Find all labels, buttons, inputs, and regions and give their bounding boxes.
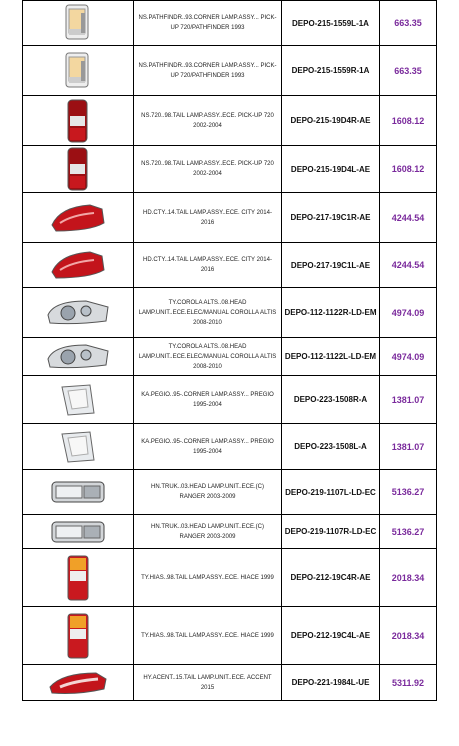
tail-lamp-icon [23,98,133,144]
table-row [23,46,437,96]
product-description: HY.ACENT..15.TAIL LAMP.UNIT..ECE. ACCENT 2015 [134,665,282,701]
table-row [23,470,437,515]
price: 1608.12 [380,96,437,146]
product-image-cell [23,515,134,549]
product-description: HD.CTY..14.TAIL LAMP.ASSY..ECE. CITY 2014-2016 [134,243,282,288]
part-number: DEPO-223-1508L-A [282,424,380,470]
product-image-cell [23,243,134,288]
product-description: HN.TRUK..03.HEAD LAMP.UNIT..ECE.(C) RANGER 2003-2009 [134,470,282,515]
product-image-cell [23,607,134,665]
product-image-cell [23,1,134,46]
tail-lamp-icon [23,203,133,233]
table-row [23,515,437,549]
part-number: DEPO-112-1122R-LD-EM [282,288,380,338]
price: 5136.27 [380,470,437,515]
product-description: TY.COROLA ALTS..08.HEAD LAMP.UNIT..ECE.ELEC/MANUAL COROLLA ALTIS 2008-2010 [134,338,282,376]
part-number: DEPO-112-1122L-LD-EM [282,338,380,376]
table-row [23,1,437,46]
table-row [23,607,437,665]
parts-price-table [22,0,437,701]
part-number: DEPO-215-19D4R-AE [282,96,380,146]
product-image-cell [23,146,134,193]
tail-lamp-icon [23,554,133,602]
head-lamp-icon [23,343,133,371]
product-description: TY.COROLA ALTS..08.HEAD LAMP.UNIT..ECE.ELEC/MANUAL COROLLA ALTIS 2008-2010 [134,288,282,338]
product-description: HN.TRUK..03.HEAD LAMP.UNIT..ECE.(C) RANGER 2003-2009 [134,515,282,549]
head-lamp-icon [23,479,133,505]
tail-lamp-icon [23,146,133,192]
product-description: KA.PEGIO..95-.CORNER LAMP.ASSY... PREGIO 1995-2004 [134,424,282,470]
product-description: NS.720..98.TAIL LAMP.ASSY..ECE. PICK-UP 720 2002-2004 [134,96,282,146]
part-number: DEPO-219-1107R-LD-EC [282,515,380,549]
table-row [23,549,437,607]
part-number: DEPO-217-19C1R-AE [282,193,380,243]
product-description: HD.CTY..14.TAIL LAMP.ASSY..ECE. CITY 2014-2016 [134,193,282,243]
product-image-cell [23,96,134,146]
table-row [23,243,437,288]
corner-lamp-icon [23,430,133,464]
product-description: TY.HIAS..98.TAIL LAMP.ASSY..ECE. HIACE 1999 [134,549,282,607]
product-image-cell [23,288,134,338]
price: 2018.34 [380,549,437,607]
head-lamp-icon [23,519,133,545]
table-row [23,288,437,338]
price: 4244.54 [380,193,437,243]
price: 1608.12 [380,146,437,193]
product-image-cell [23,665,134,701]
product-image-cell [23,470,134,515]
product-description: NS.PATHFINDR..93.CORNER LAMP.ASSY... PICK-UP 720/PATHFINDER 1993 [134,46,282,96]
part-number: DEPO-223-1508R-A [282,376,380,424]
price: 4974.09 [380,288,437,338]
product-image-cell [23,424,134,470]
price: 4244.54 [380,243,437,288]
table-body [23,1,437,701]
price: 663.35 [380,1,437,46]
table-row [23,96,437,146]
product-image-cell [23,338,134,376]
part-number: DEPO-217-19C1L-AE [282,243,380,288]
part-number: DEPO-215-19D4L-AE [282,146,380,193]
product-image-cell [23,549,134,607]
price: 5311.92 [380,665,437,701]
corner-lamp-icon [23,51,133,91]
table-row [23,424,437,470]
part-number: DEPO-212-19C4L-AE [282,607,380,665]
price: 1381.07 [380,376,437,424]
price: 2018.34 [380,607,437,665]
head-lamp-icon [23,299,133,327]
product-image-cell [23,193,134,243]
table-row [23,193,437,243]
corner-lamp-icon [23,3,133,43]
price: 1381.07 [380,424,437,470]
table-row [23,665,437,701]
part-number: DEPO-221-1984L-UE [282,665,380,701]
corner-lamp-icon [23,383,133,417]
tail-lamp-icon [23,612,133,660]
table-row [23,146,437,193]
part-number: DEPO-219-1107L-LD-EC [282,470,380,515]
tail-lamp-icon [23,671,133,695]
price: 5136.27 [380,515,437,549]
price: 4974.09 [380,338,437,376]
product-description: KA.PEGIO..95-.CORNER LAMP.ASSY... PREGIO 1995-2004 [134,376,282,424]
product-description: NS.720..98.TAIL LAMP.ASSY..ECE. PICK-UP 720 2002-2004 [134,146,282,193]
product-description: NS.PATHFINDR..93.CORNER LAMP.ASSY... PICK-UP 720/PATHFINDER 1993 [134,1,282,46]
part-number: DEPO-212-19C4R-AE [282,549,380,607]
table-row [23,376,437,424]
part-number: DEPO-215-1559R-1A [282,46,380,96]
product-image-cell [23,376,134,424]
part-number: DEPO-215-1559L-1A [282,1,380,46]
table-row [23,338,437,376]
product-description: TY.HIAS..98.TAIL LAMP.ASSY..ECE. HIACE 1999 [134,607,282,665]
product-image-cell [23,46,134,96]
price: 663.35 [380,46,437,96]
tail-lamp-icon [23,250,133,280]
